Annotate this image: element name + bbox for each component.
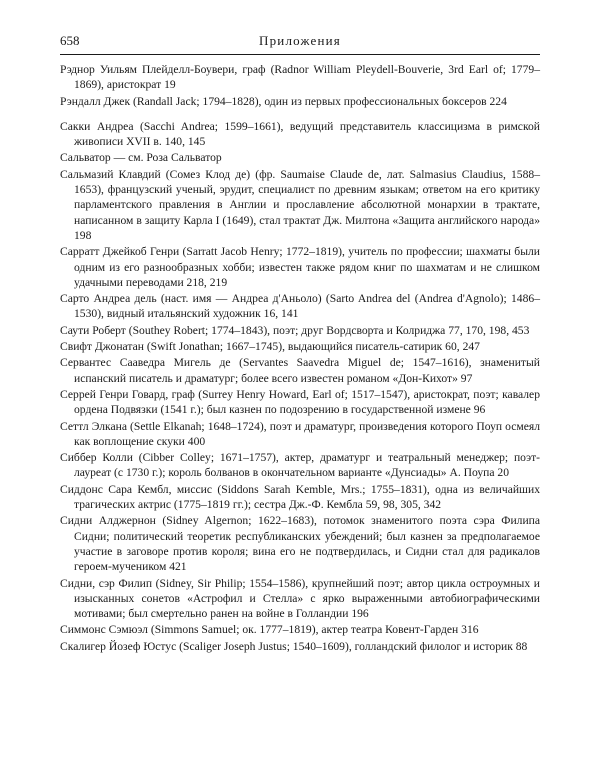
index-entry: Сарто Андреа дель (наст. имя — Андреа д'Аньоло) (Sarto Andrea del (Andrea d'Agnolo); 1486–1530), видный итальянский художник 16, 141 — [60, 292, 540, 321]
index-entries — [60, 62, 540, 654]
index-entry: Саути Роберт (Southey Robert; 1774–1843), поэт; друг Вордсворта и Колриджа 77, 170, 198, 453 — [60, 323, 530, 337]
index-entry: Сервантес Сааведра Мигель де (Servantes Saavedra Miguel de; 1547–1616), знаменитый испанский писатель и драматург; более всего известен романом «Дон-Кихот» 97 — [60, 356, 540, 385]
page-header — [60, 30, 540, 52]
index-entry: Серрей Генри Говард, граф (Surrey Henry Howard, Earl of; 1517–1547), аристократ, поэт; кавалер ордена Подвязки (1541 г.); был казнен по подозрению в государственной измене 96 — [60, 387, 540, 417]
index-entry: Симмонс Сэмюэл (Simmons Samuel; ок. 1777–1819), актер театра Ковент-Гарден 316 — [60, 623, 479, 637]
running-title: Приложения — [259, 33, 341, 48]
index-entry: Рэднор Уильям Плейделл-Боувери, граф (Radnor William Pleydell-Bouverie, 3rd Earl of; 1779–1869), аристократ 19 — [60, 63, 540, 92]
index-entry: Сидни, сэр Филип (Sidney, Sir Philip; 1554–1586), крупнейший поэт; автор цикла остроумных и изысканных сонетов «Астрофил и Стелла» с ярко выраженными автобиографическими мотивами; был смертельно ранен на войне в Голландии 196 — [60, 576, 540, 621]
index-entry: Сиддонс Сара Кембл, миссис (Siddons Sarah Kemble, Mrs.; 1755–1831), одна из величайших трагических актрис (1775–1819 гг.); сестра Дж.-Ф. Кембла 59, 98, 305, 342 — [60, 482, 540, 512]
index-entry: Сиббер Колли (Cibber Colley; 1671–1757), актер, драматург и театральный менеджер; поэт-лауреат (с 1730 г.); король болванов в окончательном варианте «Дунсиады» А. Поупа 20 — [60, 451, 540, 480]
index-entry: Скалигер Йозеф Юстус (Scaliger Joseph Justus; 1540–1609), голландский филолог и историк 88 — [60, 639, 528, 653]
index-entry: Рэндалл Джек (Randall Jack; 1794–1828), один из первых профессиональных боксеров 224 — [60, 94, 507, 108]
index-entry: Сальватор — см. Роза Сальватор — [60, 151, 222, 165]
index-entry: Сакки Андреа (Sacchi Andrea; 1599–1661), ведущий представитель классицизма в римской живописи XVII в. 140, 145 — [60, 119, 540, 149]
book-page — [60, 30, 540, 655]
index-entry: Сальмазий Клавдий (Сомез Клод де) (фр. Saumaise Claude de, лат. Salmasius Claudius, 1588–1653), французский ученый, эрудит, специалист по древним языкам; ответом на его критику парламентского правления в Англии и прославление абсолютной монархии в трактате, написанном в защиту Карла I (1649), стал трактат Дж. Милтона «Защита английского народа» 198 — [60, 167, 540, 242]
header-rule — [60, 54, 540, 55]
index-entry: Свифт Джонатан (Swift Jonathan; 1667–1745), выдающийся писатель-сатирик 60, 247 — [60, 340, 480, 354]
index-entry: Сидни Алджернон (Sidney Algernon; 1622–1683), потомок знаменитого поэта сэра Филипа Сидни; политический теоретик республиканских убеждений; был казнен за предполагаемое участие в заговоре против короля; вина его не подтвердилась, и Сидни стал для радикалов героем-мучеником 421 — [60, 514, 540, 574]
index-entry: Сеттл Элкана (Settle Elkanah; 1648–1724), поэт и драматург, произведения которого Поуп осмеял как воплощение скуки 400 — [60, 419, 540, 448]
index-entry: Сарратт Джейкоб Генри (Sarratt Jacob Henry; 1772–1819), учитель по профессии; шахматы были одним из его разнообразных хобби; известен также рядом книг по шахматам и не слишком удачными переводами 218, 219 — [60, 245, 540, 289]
page-number: 658 — [60, 33, 80, 48]
